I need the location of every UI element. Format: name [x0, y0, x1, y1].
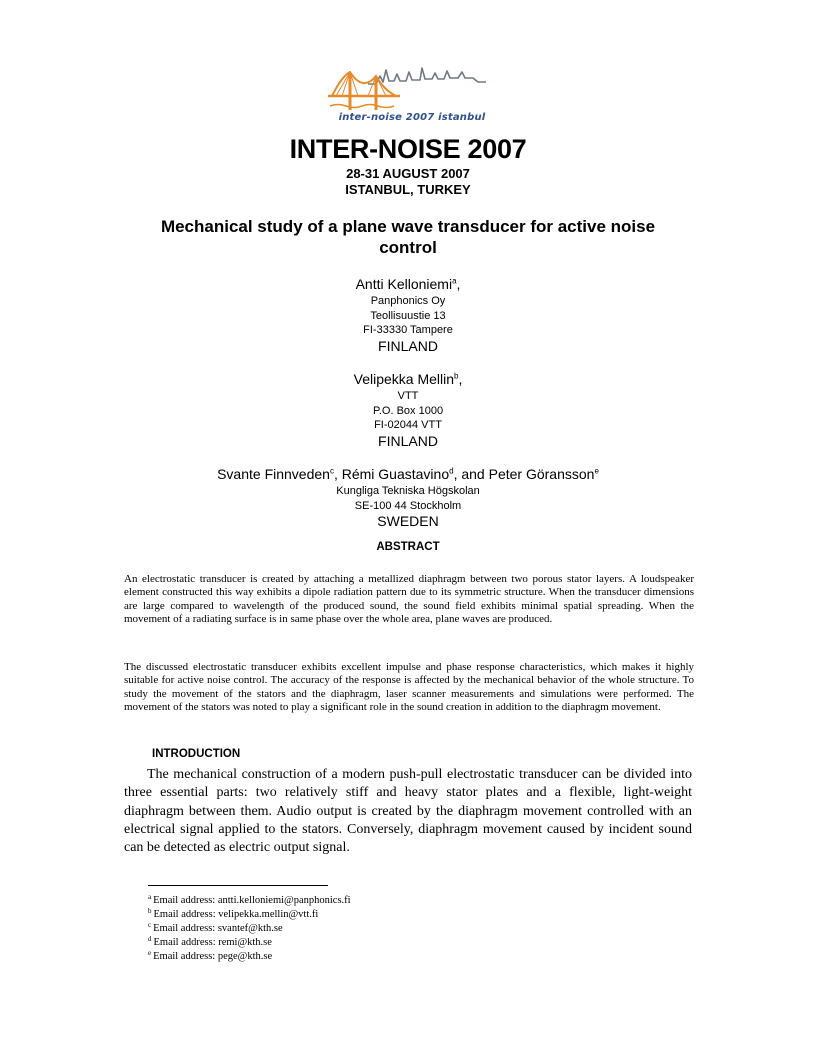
abstract-heading: ABSTRACT [376, 541, 440, 553]
conference-dates: 28-31 AUGUST 2007 [346, 166, 470, 181]
conference-location: ISTANBUL, TURKEY [345, 182, 471, 197]
author-country: FINLAND [378, 337, 438, 354]
footnote: $^a$ Email address: antti.kelloniemi@panphonics.fi [148, 892, 351, 906]
author-block-3 [0, 466, 816, 529]
footnote: $^e$ Email address: pege@kth.se [148, 948, 273, 962]
paper-title-line-1: Mechanical study of a plane wave transducer for active noise [160, 217, 656, 236]
conference-title: INTER-NOISE 2007 [289, 134, 527, 164]
author-country: FINLAND [378, 432, 438, 449]
author-name: Velipekka Mellin$^b$, [353, 371, 463, 387]
introduction-heading: INTRODUCTION [152, 748, 241, 760]
footnote-divider [148, 885, 328, 886]
footnote: $^b$ Email address: velipekka.mellin@vtt.fi [148, 906, 319, 920]
abstract-paragraph-1: An electrostatic transducer is created by attaching a metallized diaphragm between two porous stator layers. A loudspeaker element constructed this way exhibits a dipole radiation pattern due to its symmetric structure. When the transducer dimensions are large compared to wavelength of the produced sound, the sound field exhibits minimal spatial spreading. When the movement of a radiating surface is in same phase over the whole area, plane waves are produced. [124, 573, 694, 626]
abstract-paragraph-2: The discussed electrostatic transducer exhibits excellent impulse and phase response characteristics, which makes it highly suitable for active noise control. The accuracy of the response is affected by the mechanical behavior of the whole structure. To study the movement of the stators and the diaphragm, laser scanner measurements and simulations were performed. The movement of the stators was noted to play a significant role in the sound creation in addition to the diaphragm movement. [124, 661, 694, 714]
author-names: Svante Finnveden$^c$, Rémi Guastavino$^d$, and Peter Göransson$^e$ [217, 466, 599, 482]
footnote: $^d$ Email address: remi@kth.se [148, 934, 272, 948]
author-affiliation: Panphonics Oy Teollisuustie 13 FI-33330 Tampere [363, 295, 453, 336]
author-affiliation: VTT P.O. Box 1000 FI-02044 VTT [372, 390, 444, 431]
paper-title-line-2: control [379, 238, 437, 257]
logo-text: inter-noise 2007 istanbul [338, 112, 486, 123]
author-block-2 [0, 371, 816, 449]
conference-info [0, 166, 816, 198]
author-block-1 [0, 276, 816, 354]
paper-title [0, 216, 816, 258]
author-affiliation: Kungliga Tekniska Högskolan SE-100 44 Stockholm [336, 485, 480, 512]
bridge-skyline-icon [328, 62, 493, 112]
author-country: SWEDEN [377, 513, 439, 529]
conference-logo [328, 62, 493, 128]
author-name: Antti Kelloniemi$^a$, [355, 276, 461, 292]
introduction-paragraph: The mechanical construction of a modern push-pull electrostatic transducer can be divided into three essential parts: two relatively stiff and heavy stator plates and a flexible, light-weight diaphragm between them. Audio output is created by the diaphragm movement controlled with an electrical signal applied to the stators. Conversely, diaphragm movement caused by incident sound can be detected as electric output signal. [124, 767, 692, 856]
footnote: $^c$ Email address: svantef@kth.se [148, 920, 283, 934]
